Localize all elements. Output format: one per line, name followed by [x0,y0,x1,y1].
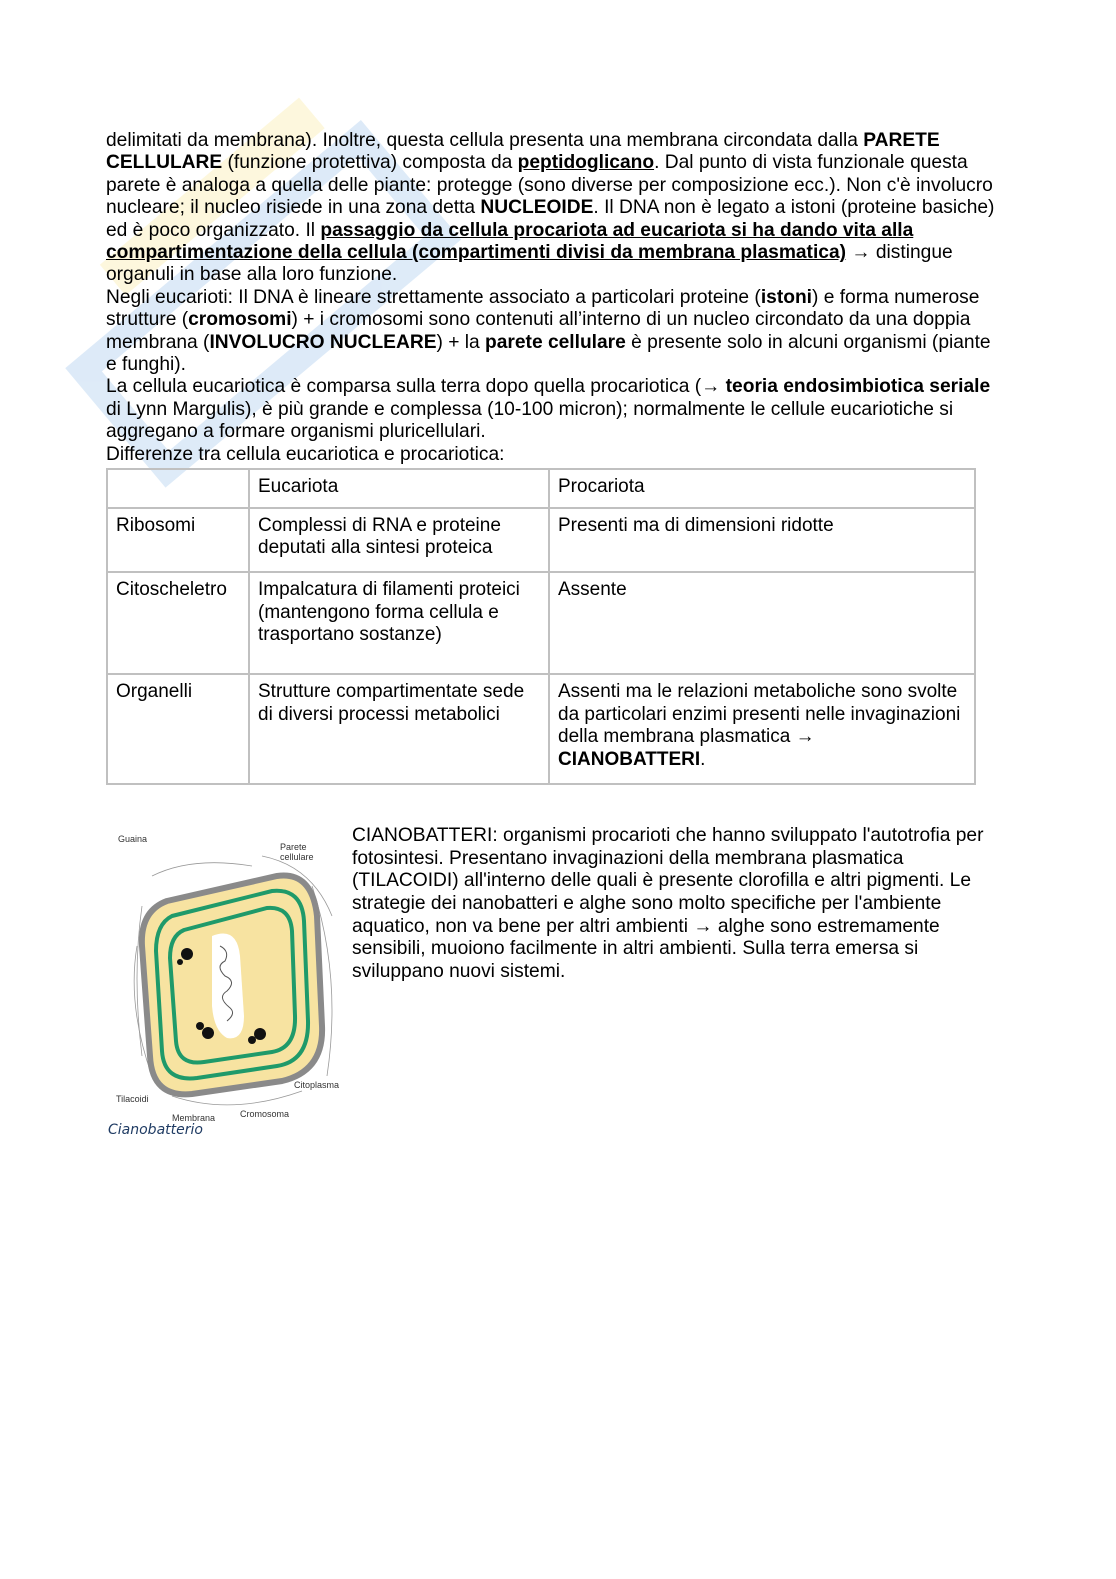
label-cromosoma: Cromosoma [240,1109,290,1119]
term-peptidoglicano: peptidoglicano [517,152,655,174]
paragraph-endosymbiosis: La cellula eucariotica è comparsa sulla terra dopo quella procariotica (→ teoria endosimbiotica seriale di Lynn Margulis), è più grande e complessa (10-100 micron); normalmente le cellule eucariotiche si aggregano a formare organismi pluricellulari. [106,376,991,443]
svg-text:cellulare: cellulare [280,852,314,862]
label-guaina: Guaina [118,834,148,844]
table-intro: Differenze tra cellula eucariotica e procariotica: [106,443,505,465]
label-parete: Parete [280,842,307,852]
figure-caption: Cianobatterio [108,1122,203,1138]
label-tilacoidi: Tilacoidi [116,1094,149,1104]
header-procariota: Procariota [549,469,975,507]
paragraph-prokaryote: delimitati da membrana). Inoltre, questa cellula presenta una membrana circondata dalla PARETE CELLULARE (funzione protettiva) composta da peptidoglicano. Dal punto di vista funzionale questa parete è analoga a quella delle piante: protegge (sono diverse per composizione ecc.). Non c'è involucro nucleare; il nucleo risiede in una zona detta NUCLEOIDE. Il DNA non è legato a istoni (proteine basiche) ed è poco organizzato. Il passaggio da cellula procariota ad eucariota si ha dando vita alla compartimentazione della cellula (compartimenti divisi da membrana plasmatica) → distingue organuli in base alla loro funzione. [106,130,995,286]
term-nucleoide: NUCLEOIDE [480,197,594,219]
cyanobacteria-section [106,806,1006,1146]
table-row: Organelli Strutture compartimentate sede di diversi processi metabolici Assenti ma le relazioni metaboliche sono svolte da particolari enzimi presenti nelle invaginazioni della membrana plasmatica → CIANOBATTERI. [107,674,975,784]
header-eucariota: Eucariota [249,469,549,507]
table-header-row [107,469,975,507]
comparison-table [106,468,976,785]
table-row: Citoscheletro Impalcatura di filamenti proteici (mantengono forma cellula e trasportano sostanze) Assente [107,572,975,674]
highlight-compartimentazione: passaggio da cellula procariota ad eucariota si ha dando vita alla compartimentazione della cellula (compartimenti divisi da membrana plasmatica) [106,219,914,264]
cyanobacteria-paragraph: CIANOBATTERI: organismi procarioti che hanno sviluppato l'autotrofia per fotosintesi. Presentano invaginazioni della membrana plasmatica (TILACOIDI) all'interno delle quali è presente clorofilla e altri pigmenti. Le strategie dei nanobatteri e alghe sono molto specifiche per l'ambiente aquatico, non va bene per altri ambienti → alghe sono estremamente sensibili, muoiono facilmente in altri ambienti. Sulla terra emersa si sviluppano nuovi sistemi. [352,825,984,982]
document-body [106,130,1006,785]
table-row: Ribosomi Complessi di RNA e proteine deputati alla sintesi proteica Presenti ma di dimensioni ridotte [107,508,975,573]
label-membrana: Membrana [172,1113,216,1123]
paragraph-eukaryote: Negli eucarioti: Il DNA è lineare strettamente associato a particolari proteine (istoni) e forma numerose strutture (cromosomi) + i cromosomi sono contenuti all’interno di un nucleo circondato da una doppia membrana (INVOLUCRO NUCLEARE) + la parete cellulare è presente solo in alcuni organismi (piante e funghi). [106,286,991,376]
term-parete-cellulare: PARETE CELLULARE [106,130,940,174]
label-citoplasma: Citoplasma [294,1080,340,1090]
cyanobacterium-diagram [112,826,352,1126]
